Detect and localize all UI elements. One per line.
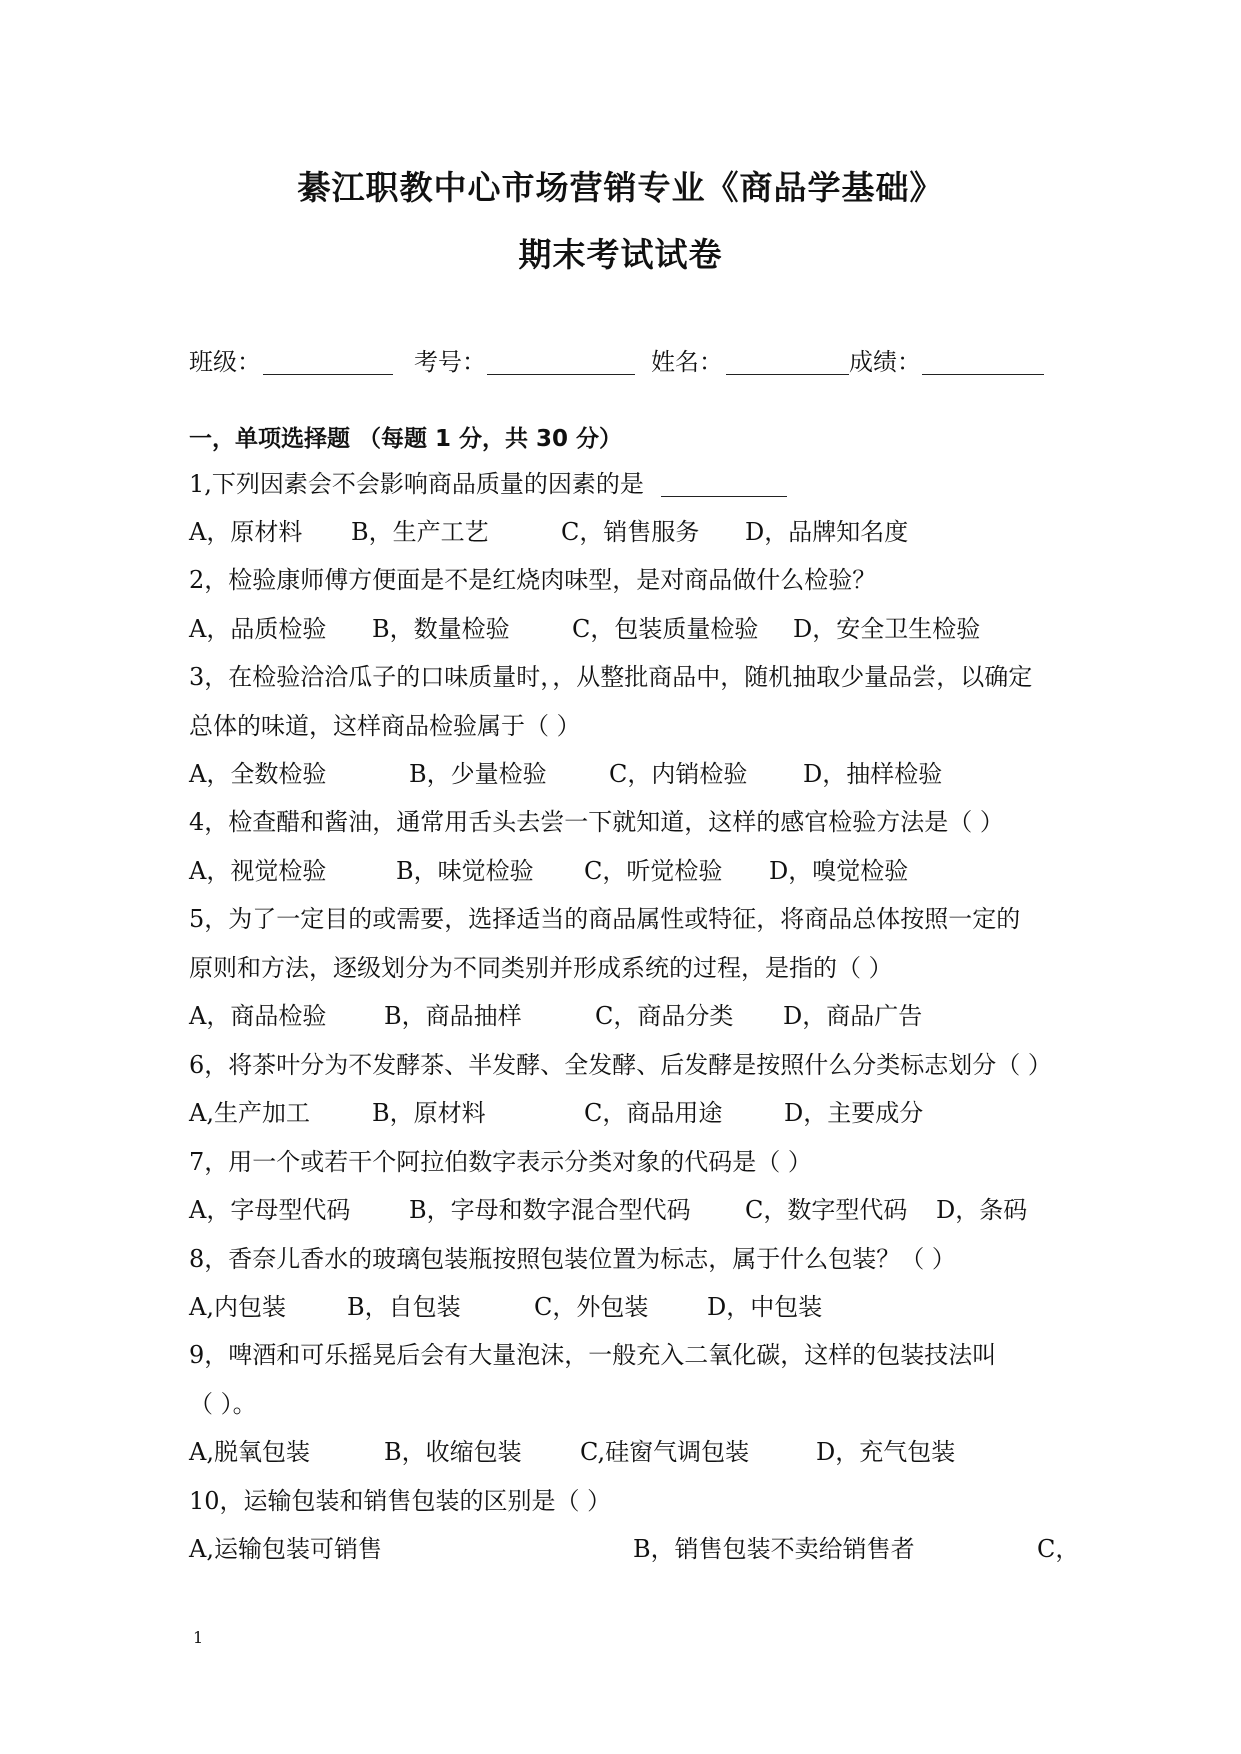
class-blank <box>263 374 393 375</box>
question-8-options <box>189 1291 1089 1323</box>
q4-option-d: D，嗅觉检验 <box>769 857 909 885</box>
score-blank <box>922 374 1044 375</box>
q9-option-b: B，收缩包装 <box>384 1438 522 1466</box>
question-2-options <box>189 613 1089 645</box>
q3-option-b: B，少量检验 <box>409 760 547 788</box>
question-10-options <box>189 1533 1089 1565</box>
question-4-stem: 4，检查醋和酱油，通常用舌头去尝一下就知道，这样的感官检验方法是（ ） <box>189 808 1004 836</box>
score-label: 成绩： <box>849 348 921 376</box>
exam-number-label: 考号： <box>414 348 486 376</box>
q2-option-d: D，安全卫生检验 <box>793 615 981 643</box>
exam-subtitle: 期末考试试卷 <box>518 235 723 274</box>
q4-option-b: B，味觉检验 <box>396 857 534 885</box>
question-9-stem-line1: 9，啤酒和可乐摇晃后会有大量泡沫，一般充入二氧化碳，这样的包装技法叫 <box>189 1341 997 1369</box>
q5-option-c: C，商品分类 <box>595 1002 734 1030</box>
question-4-options <box>189 855 1089 887</box>
question-6-options <box>189 1097 1089 1129</box>
q9-option-c: C,硅窗气调包装 <box>580 1438 750 1466</box>
q3-option-a: A，全数检验 <box>189 760 327 788</box>
question-2-stem: 2，检验康师傅方便面是不是红烧肉味型，是对商品做什么检验？ <box>189 566 877 594</box>
q8-option-c: C，外包装 <box>534 1293 649 1321</box>
question-7-options <box>189 1194 1089 1226</box>
q8-option-a: A,内包装 <box>189 1293 286 1321</box>
question-1-answer-blank <box>661 496 787 497</box>
q1-option-a: A，原材料 <box>189 518 303 546</box>
q4-option-a: A，视觉检验 <box>189 857 327 885</box>
question-10-stem: 10，运输包装和销售包装的区别是（ ） <box>189 1487 612 1515</box>
q7-option-b: B，字母和数字混合型代码 <box>409 1196 691 1224</box>
question-9-stem-line2: （ ）。 <box>189 1390 257 1418</box>
question-3-stem-line1: 3，在检验洽洽瓜子的口味质量时，，从整批商品中，随机抽取少量品尝，以确定 <box>189 663 1033 691</box>
q3-option-c: C，内销检验 <box>609 760 748 788</box>
q10-option-c: C， <box>1037 1535 1080 1563</box>
exam-number-blank <box>487 374 635 375</box>
question-8-stem: 8，香奈儿香水的玻璃包装瓶按照包装位置为标志，属于什么包装？（ ） <box>189 1245 956 1273</box>
section-heading: 一，单项选择题 （每题 1 分，共 30 分） <box>189 426 623 452</box>
student-info-row <box>189 346 1069 378</box>
page-number: 1 <box>193 1628 204 1647</box>
question-1-stem: 1,下列因素会不会影响商品质量的因素的是 <box>189 470 644 498</box>
q10-option-a: A,运输包装可销售 <box>189 1535 382 1563</box>
q8-option-d: D，中包装 <box>707 1293 823 1321</box>
question-5-stem-line2: 原则和方法，逐级划分为不同类别并形成系统的过程，是指的（ ） <box>189 954 893 982</box>
class-label: 班级： <box>189 348 261 376</box>
question-6-stem: 6，将茶叶分为不发酵茶、半发酵、全发酵、后发酵是按照什么分类标志划分（ ） <box>189 1051 1052 1079</box>
question-3-options <box>189 758 1089 790</box>
q5-option-a: A，商品检验 <box>189 1002 327 1030</box>
q9-option-d: D，充气包装 <box>816 1438 956 1466</box>
q4-option-c: C，听觉检验 <box>584 857 723 885</box>
q6-option-b: B，原材料 <box>372 1099 486 1127</box>
q5-option-d: D，商品广告 <box>783 1002 923 1030</box>
name-blank <box>726 374 849 375</box>
q2-option-c: C，包装质量检验 <box>572 615 759 643</box>
q6-option-a: A,生产加工 <box>189 1099 310 1127</box>
q1-option-d: D，品牌知名度 <box>745 518 909 546</box>
q2-option-a: A，品质检验 <box>189 615 327 643</box>
q7-option-d: D，条码 <box>936 1196 1028 1224</box>
q9-option-a: A,脱氧包装 <box>189 1438 310 1466</box>
q6-option-c: C，商品用途 <box>584 1099 723 1127</box>
q7-option-a: A，字母型代码 <box>189 1196 351 1224</box>
name-label: 姓名： <box>651 348 723 376</box>
question-7-stem: 7，用一个或若干个阿拉伯数字表示分类对象的代码是（ ） <box>189 1148 812 1176</box>
question-5-stem-line1: 5，为了一定目的或需要，选择适当的商品属性或特征，将商品总体按照一定的 <box>189 905 1021 933</box>
q5-option-b: B，商品抽样 <box>384 1002 522 1030</box>
question-3-stem-line2: 总体的味道，这样商品检验属于（ ） <box>189 712 581 740</box>
question-5-options <box>189 1000 1089 1032</box>
q3-option-d: D，抽样检验 <box>803 760 943 788</box>
q1-option-c: C，销售服务 <box>561 518 700 546</box>
q8-option-b: B，自包装 <box>347 1293 461 1321</box>
q10-option-b: B，销售包装不卖给销售者 <box>633 1535 915 1563</box>
q2-option-b: B，数量检验 <box>372 615 510 643</box>
exam-title: 綦江职教中心市场营销专业《商品学基础》 <box>297 168 944 207</box>
q7-option-c: C，数字型代码 <box>745 1196 908 1224</box>
question-9-options <box>189 1436 1089 1468</box>
q6-option-d: D，主要成分 <box>784 1099 924 1127</box>
question-1-options <box>189 516 1089 548</box>
q1-option-b: B，生产工艺 <box>351 518 489 546</box>
